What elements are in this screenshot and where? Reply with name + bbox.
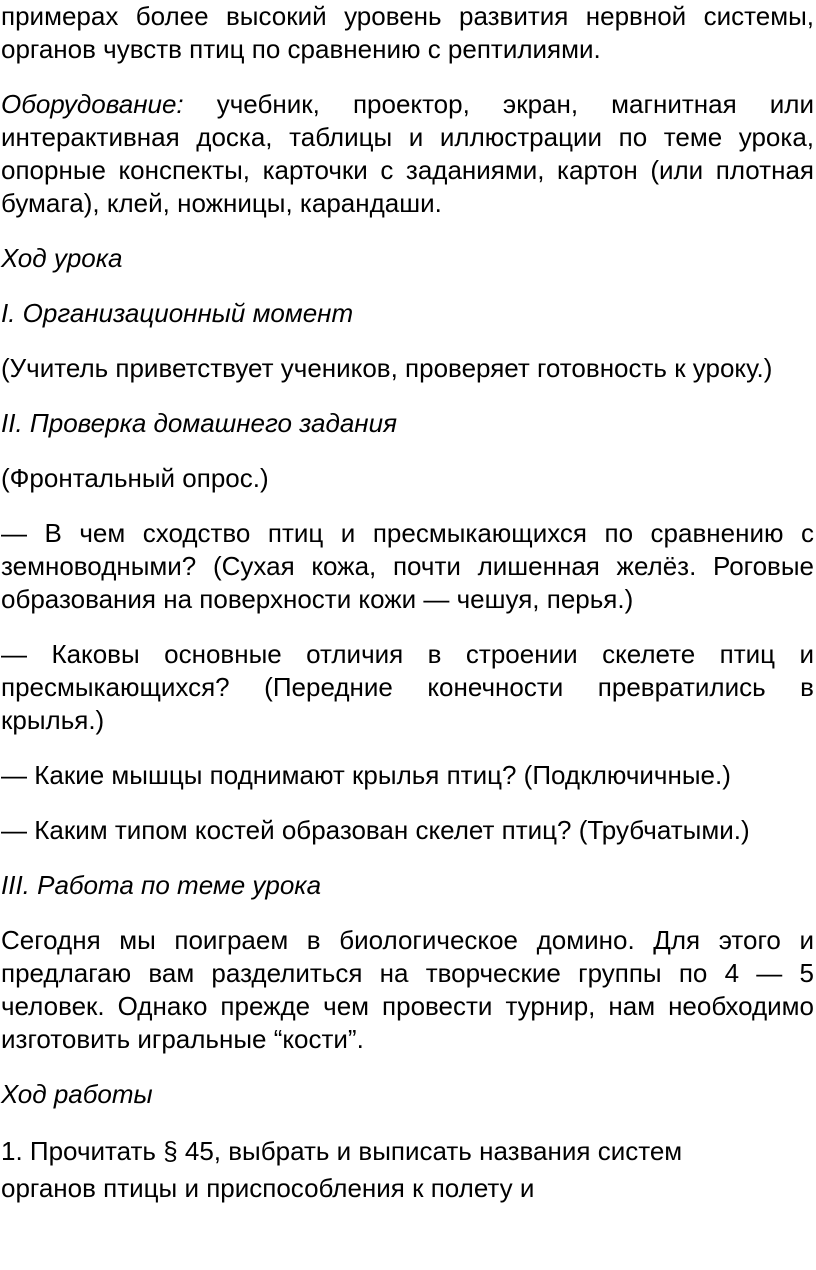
section3-heading: III. Работа по теме урока bbox=[1, 870, 322, 900]
step-1-line-1: 1. Прочитать § 45, выбрать и выписать названия систем bbox=[1, 1136, 683, 1166]
question-3: — Какие мышцы поднимают крылья птиц? (Подключичные.) bbox=[1, 760, 731, 790]
equipment-text: учебник, проектор, экран, магнитная или интерактивная доска, таблицы и иллюстрации по теме урока, опорные конспекты, карточки с заданиями, картон (или плотная бумага), клей, ножницы, карандаши. bbox=[1, 89, 814, 218]
intro-paragraph: примерах более высокий уровень развития нервной системы, органов чувств птиц по сравнению с рептилиями. bbox=[1, 1, 814, 64]
step-1-line-2: органов птицы и приспособления к полету и bbox=[1, 1173, 535, 1203]
section2-text: (Фронтальный опрос.) bbox=[1, 463, 269, 493]
question-2: — Каковы основные отличия в строении скелете птиц и пресмыкающихся? (Передние конечности превратились в крылья.) bbox=[1, 639, 814, 735]
equipment-paragraph bbox=[1, 88, 814, 220]
lesson-heading: Ход урока bbox=[1, 243, 123, 273]
section3-text: Сегодня мы поиграем в биологическое домино. Для этого и предлагаю вам разделиться на творческие группы по 4 — 5 человек. Однако прежде чем провести турнир, нам необходимо изготовить игральные “кости”. bbox=[1, 925, 814, 1054]
equipment-label: Оборудование: bbox=[1, 89, 184, 119]
section1-heading: I. Организационный момент bbox=[1, 298, 354, 328]
work-heading: Ход работы bbox=[1, 1079, 153, 1109]
question-1: — В чем сходство птиц и пресмыкающихся по сравнению с земноводными? (Сухая кожа, почти лишенная желёз. Роговые образования на поверхности кожи — чешуя, перья.) bbox=[1, 518, 814, 614]
question-4: — Каким типом костей образован скелет птиц? (Трубчатыми.) bbox=[1, 815, 750, 845]
step-1 bbox=[1, 1133, 814, 1207]
section1-text: (Учитель приветствует учеников, проверяет готовность к уроку.) bbox=[1, 353, 773, 383]
section2-heading: II. Проверка домашнего задания bbox=[1, 408, 397, 438]
